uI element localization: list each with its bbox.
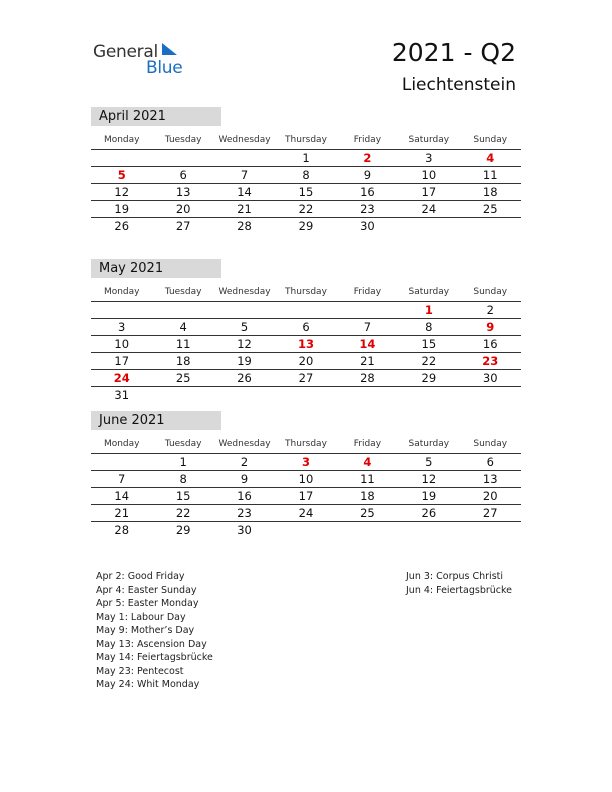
weekday-label: Saturday — [408, 135, 450, 145]
day-cell: 23 — [482, 354, 499, 368]
day-cell: 12 — [114, 185, 130, 199]
day-cell: 18 — [360, 489, 375, 503]
brand-logo — [93, 40, 193, 80]
day-cell: 21 — [360, 354, 375, 368]
blue-triangle-flag-icon — [160, 42, 178, 58]
empty-day-cell — [214, 150, 275, 166]
brand-word-general: General — [93, 42, 158, 62]
day-cell: 15 — [298, 185, 314, 199]
day-cell: 13 — [297, 337, 314, 351]
empty-day-cell — [214, 387, 275, 403]
holiday-list-right — [406, 570, 512, 597]
empty-day-cell — [337, 302, 398, 318]
weekday-label: Monday — [103, 287, 140, 297]
holiday-item: May 24: Whit Monday — [96, 679, 200, 690]
day-cell: 11 — [482, 168, 498, 182]
day-cell: 28 — [360, 371, 375, 385]
day-cell: 12 — [237, 337, 252, 351]
day-cell: 1 — [179, 455, 187, 469]
empty-day-cell — [91, 302, 152, 318]
day-cell: 23 — [237, 506, 252, 520]
day-cell: 16 — [237, 489, 252, 503]
weekday-label: Friday — [353, 439, 382, 449]
weekday-header-row — [91, 435, 521, 453]
day-cell: 10 — [298, 472, 314, 486]
weekday-label: Saturday — [408, 287, 450, 297]
day-cell: 16 — [360, 185, 375, 199]
day-cell: 18 — [175, 354, 191, 368]
holiday-item: May 1: Labour Day — [96, 611, 186, 623]
day-cell: 7 — [240, 168, 249, 182]
weekday-label: Thursday — [285, 135, 327, 145]
day-cell: 5 — [117, 168, 126, 182]
day-cell: 4 — [363, 455, 372, 469]
day-cell: 25 — [482, 202, 498, 216]
day-cell: 27 — [482, 506, 498, 520]
empty-day-cell — [275, 387, 336, 403]
week-row — [91, 353, 521, 370]
day-cell: 8 — [425, 320, 433, 334]
day-cell: 5 — [240, 320, 249, 334]
day-cell: 11 — [360, 472, 375, 486]
day-cell: 31 — [114, 388, 130, 402]
weekday-label: Friday — [353, 287, 382, 297]
weekday-label: Tuesday — [164, 439, 202, 449]
week-row — [91, 488, 521, 505]
day-cell: 16 — [482, 337, 498, 351]
day-cell: 27 — [175, 219, 191, 233]
day-cell: 10 — [114, 337, 130, 351]
week-row — [91, 301, 521, 319]
holiday-item: Apr 2: Good Friday — [96, 571, 185, 582]
empty-day-cell — [460, 522, 521, 538]
day-cell: 25 — [360, 506, 375, 520]
weekday-header-row — [91, 283, 521, 301]
week-row — [91, 505, 521, 522]
day-cell: 3 — [118, 320, 126, 334]
week-row — [91, 184, 521, 201]
weekday-label: Tuesday — [164, 287, 202, 297]
day-cell: 11 — [175, 337, 191, 351]
day-cell: 28 — [114, 523, 130, 537]
day-cell: 4 — [179, 320, 187, 334]
month-june — [91, 411, 521, 538]
day-cell: 15 — [175, 489, 191, 503]
day-cell: 21 — [114, 506, 130, 520]
day-cell: 24 — [113, 371, 130, 385]
day-cell: 21 — [237, 202, 252, 216]
holiday-item: May 14: Feiertagsbrücke — [96, 652, 213, 663]
empty-day-cell — [152, 150, 213, 166]
week-row — [91, 471, 521, 488]
day-cell: 18 — [482, 185, 498, 199]
empty-day-cell — [460, 387, 521, 403]
day-cell: 6 — [486, 455, 494, 469]
empty-day-cell — [398, 522, 459, 538]
day-cell: 20 — [175, 202, 191, 216]
day-cell: 26 — [421, 506, 437, 520]
holiday-list-left — [96, 570, 213, 692]
day-cell: 13 — [482, 472, 498, 486]
week-row — [91, 453, 521, 471]
day-cell: 6 — [302, 320, 310, 334]
day-cell: 29 — [175, 523, 191, 537]
week-row — [91, 522, 521, 538]
day-cell: 27 — [298, 371, 314, 385]
day-cell: 9 — [486, 320, 495, 334]
empty-day-cell — [398, 218, 459, 234]
holiday-item: Jun 3: Corpus Christi — [406, 571, 504, 582]
empty-day-cell — [214, 302, 275, 318]
country-name: Liechtenstein — [401, 75, 516, 95]
day-cell: 15 — [421, 337, 437, 351]
week-row — [91, 218, 521, 234]
day-cell: 17 — [298, 489, 314, 503]
month-may — [91, 259, 521, 403]
week-row — [91, 336, 521, 353]
day-cell: 24 — [421, 202, 437, 216]
month-april — [91, 107, 521, 234]
weekday-label: Sunday — [473, 287, 508, 297]
day-cell: 29 — [298, 219, 314, 233]
week-row — [91, 370, 521, 387]
day-cell: 1 — [424, 303, 433, 317]
weekday-label: Thursday — [285, 287, 327, 297]
day-cell: 22 — [421, 354, 437, 368]
weekday-label: Monday — [103, 439, 140, 449]
day-cell: 2 — [240, 455, 249, 469]
week-row — [91, 387, 521, 403]
day-cell: 7 — [118, 472, 126, 486]
day-cell: 26 — [237, 371, 252, 385]
empty-day-cell — [337, 522, 398, 538]
day-cell: 13 — [175, 185, 191, 199]
day-cell: 30 — [237, 523, 252, 537]
day-cell: 8 — [302, 168, 310, 182]
day-cell: 30 — [360, 219, 375, 233]
empty-day-cell — [152, 302, 213, 318]
holiday-item: Apr 4: Easter Sunday — [96, 584, 197, 596]
day-cell: 2 — [486, 303, 494, 317]
day-cell: 20 — [482, 489, 498, 503]
day-cell: 9 — [363, 168, 372, 182]
day-cell: 3 — [301, 455, 310, 469]
day-cell: 7 — [363, 320, 372, 334]
page-title: 2021 - Q2 — [391, 38, 516, 67]
day-cell: 17 — [421, 185, 437, 199]
week-row — [91, 319, 521, 336]
empty-day-cell — [337, 387, 398, 403]
weekday-label: Saturday — [408, 439, 450, 449]
day-cell: 20 — [298, 354, 314, 368]
day-cell: 25 — [175, 371, 191, 385]
weekday-label: Sunday — [473, 439, 508, 449]
empty-day-cell — [91, 454, 152, 470]
day-cell: 14 — [237, 185, 252, 199]
day-cell: 30 — [482, 371, 498, 385]
day-cell: 19 — [114, 202, 130, 216]
day-cell: 28 — [237, 219, 252, 233]
day-cell: 10 — [421, 168, 437, 182]
empty-day-cell — [460, 218, 521, 234]
day-cell: 6 — [179, 168, 187, 182]
week-row — [91, 167, 521, 184]
day-cell: 4 — [486, 151, 495, 165]
day-cell: 22 — [175, 506, 191, 520]
weekday-label: Monday — [103, 135, 140, 145]
weekday-label: Sunday — [473, 135, 508, 145]
day-cell: 8 — [179, 472, 187, 486]
month-title: May 2021 — [91, 259, 221, 278]
holiday-item: May 23: Pentecost — [96, 665, 184, 677]
day-cell: 19 — [421, 489, 437, 503]
day-cell: 12 — [421, 472, 437, 486]
brand-word-blue: Blue — [146, 58, 183, 78]
day-cell: 19 — [237, 354, 252, 368]
day-cell: 5 — [425, 455, 433, 469]
empty-day-cell — [152, 387, 213, 403]
weekday-label: Wednesday — [218, 287, 271, 297]
weekday-label: Thursday — [285, 439, 327, 449]
holiday-item: Apr 5: Easter Monday — [96, 598, 199, 609]
day-cell: 2 — [363, 151, 372, 165]
day-cell: 17 — [114, 354, 130, 368]
holiday-item: May 13: Ascension Day — [96, 638, 207, 650]
empty-day-cell — [275, 522, 336, 538]
month-title: June 2021 — [91, 411, 221, 430]
day-cell: 26 — [114, 219, 130, 233]
holiday-item: May 9: Mother’s Day — [96, 625, 195, 636]
day-cell: 22 — [298, 202, 314, 216]
month-title: April 2021 — [91, 107, 221, 126]
day-cell: 23 — [360, 202, 375, 216]
empty-day-cell — [91, 150, 152, 166]
weekday-label: Wednesday — [218, 135, 271, 145]
day-cell: 24 — [298, 506, 314, 520]
day-cell: 14 — [114, 489, 130, 503]
week-row — [91, 201, 521, 218]
weekday-label: Tuesday — [164, 135, 202, 145]
day-cell: 9 — [240, 472, 249, 486]
week-row — [91, 149, 521, 167]
weekday-header-row — [91, 131, 521, 149]
weekday-label: Friday — [353, 135, 382, 145]
empty-day-cell — [275, 302, 336, 318]
day-cell: 3 — [425, 151, 433, 165]
weekday-label: Wednesday — [218, 439, 271, 449]
holiday-item: Jun 4: Feiertagsbrücke — [406, 584, 513, 596]
day-cell: 14 — [359, 337, 376, 351]
day-cell: 29 — [421, 371, 437, 385]
empty-day-cell — [398, 387, 459, 403]
day-cell: 1 — [302, 151, 310, 165]
